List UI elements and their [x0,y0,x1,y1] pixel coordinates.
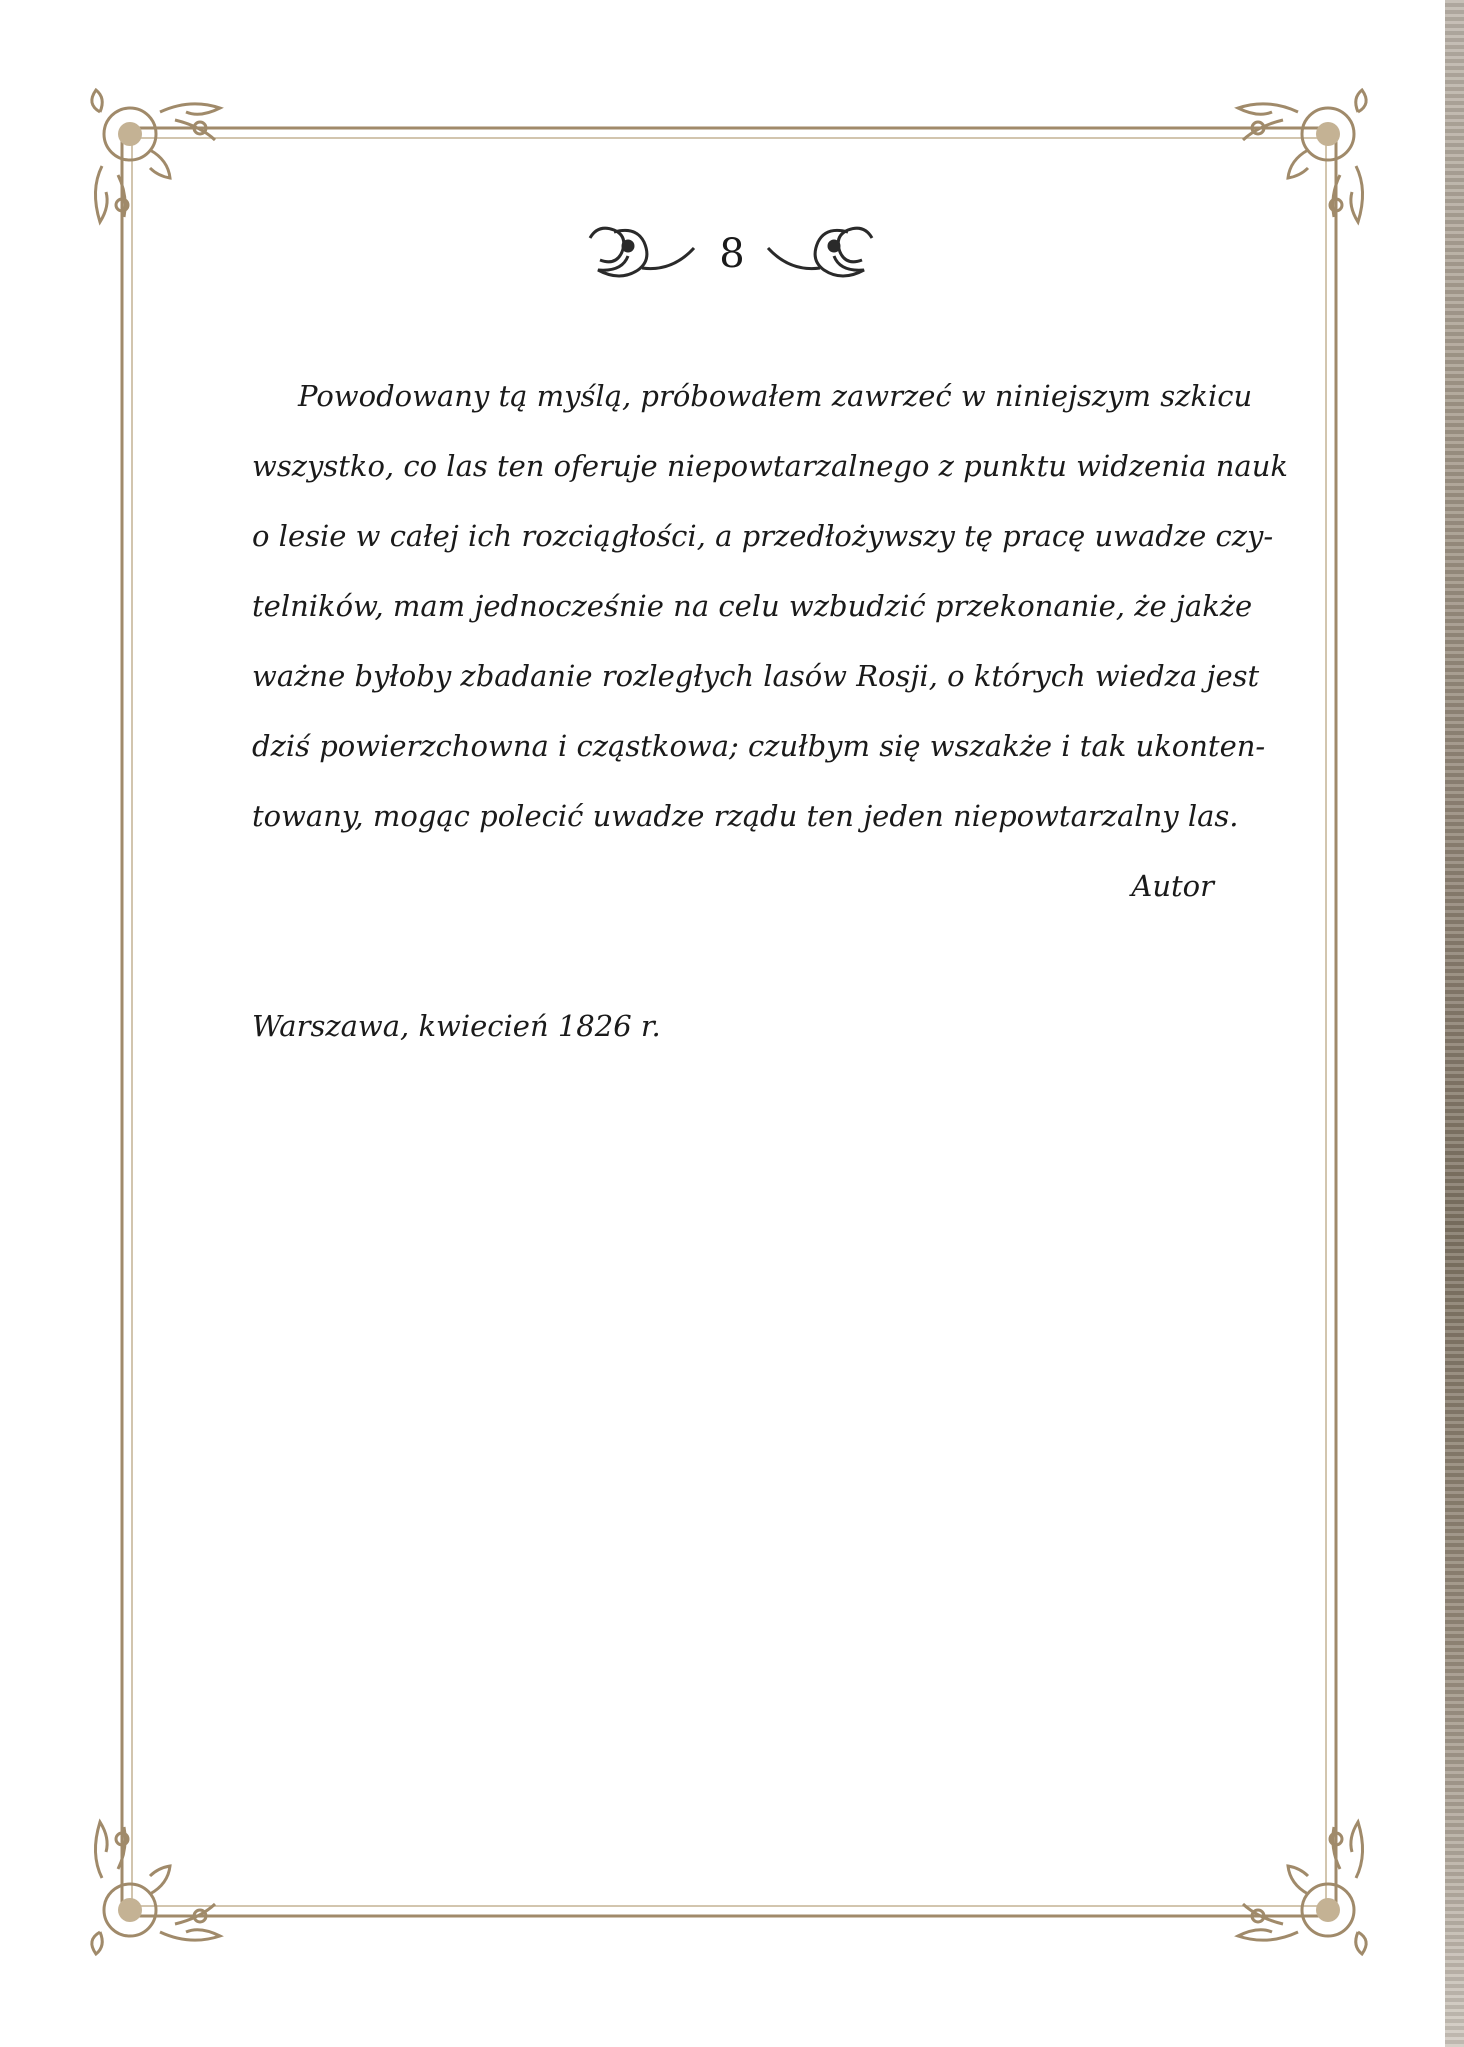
text-line: wszystko, co las ten oferuje niepowtarzalnego z punktu widzenia nauk [252,449,1288,483]
right-flourish-icon [768,228,872,276]
text-line: o lesie w całej ich rozciągłości, a przedłożywszy tę pracę uwadze czy- [252,519,1274,553]
text-line: ważne byłoby zbadanie rozległych lasów Rosji, o których wiedza jest [252,659,1260,693]
left-flourish-icon [590,228,694,276]
text-line: dziś powierzchowna i cząstkowa; czułbym się wszakże i tak ukonten- [252,729,1266,763]
author-signature: Autor [1131,869,1214,903]
text-line: Powodowany tą myślą, próbowałem zawrzeć w niniejszym szkicu [298,379,1253,413]
corner-ornament-top-right [1238,90,1366,222]
text-line: telników, mam jednocześnie na celu wzbudzić przekonanie, że jakże [252,589,1253,623]
body-paragraph [252,370,1288,860]
page-number: 8 [719,231,745,277]
corner-ornament-bottom-right [1238,1822,1366,1954]
place-and-date: Warszawa, kwiecień 1826 r. [252,1009,661,1043]
text-line: towany, mogąc polecić uwadze rządu ten jeden niepowtarzalny las. [252,799,1239,833]
corner-ornament-top-left [92,90,220,222]
adjacent-page-edge [1445,0,1464,2047]
corner-ornament-bottom-left [92,1822,220,1954]
